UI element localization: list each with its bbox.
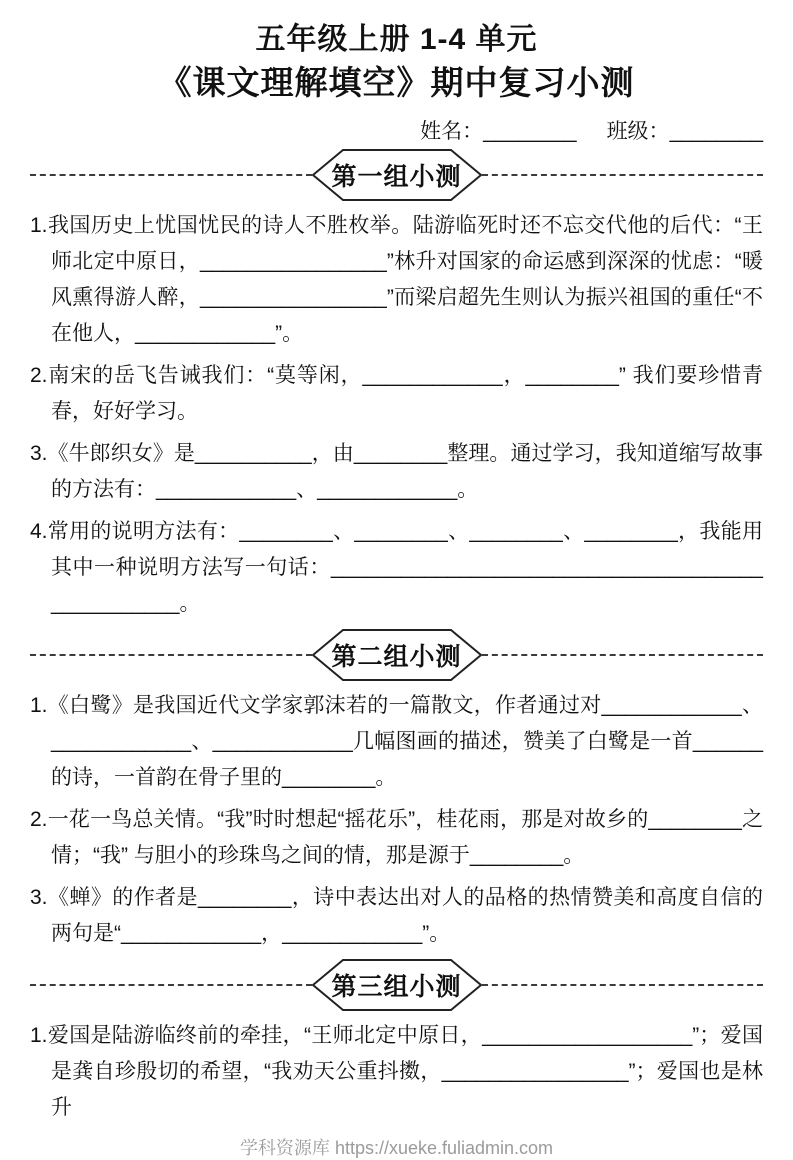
- name-blank-line: ________: [483, 119, 577, 143]
- dashed-line: [482, 174, 764, 176]
- question-item: 2.一花一鸟总关情。“我”时时想起“摇花乐”，桂花雨，那是对故乡的________之情；“我” 与胆小的珍珠鸟之间的情，那是源于________。: [30, 807, 763, 867]
- section-badge-1: [312, 148, 482, 202]
- section-badge-3: [312, 958, 482, 1012]
- section-divider-1: [30, 148, 763, 202]
- page-title-line1: 五年级上册 1-4 单元: [255, 23, 538, 56]
- dashed-line: [482, 984, 764, 986]
- section-divider-3: [30, 958, 763, 1012]
- dashed-line: [30, 174, 312, 176]
- question-item: 1.《白鹭》是我国近代文学家郭沫若的一篇散文，作者通过对____________、____________、____________几幅图画的描述，赞美了白鹭是一首______的诗，一首韵在骨子里的________。: [30, 693, 763, 789]
- dashed-line: [30, 654, 312, 656]
- question-item: 3.《牛郎织女》是__________，由________整理。通过学习，我知道缩写故事的方法有：____________、____________。: [30, 441, 763, 501]
- question-item: 3.《蝉》的作者是________，诗中表达出对人的品格的热情赞美和高度自信的两句是“____________，____________”。: [30, 885, 763, 945]
- question-item: 1.爱国是陆游临终前的牵挂，“王师北定中原日，__________________”；爱国是龚自珍殷切的希望，“我劝天公重抖擞，________________”；爱国也是林升: [30, 1023, 763, 1119]
- question-item: 2.南宋的岳飞告诫我们：“莫等闲，____________，________” 我们要珍惜青春，好好学习。: [30, 363, 763, 423]
- dashed-line: [482, 654, 764, 656]
- class-blank-line: ________: [669, 119, 763, 143]
- section-badge-label: 第一组小测: [331, 162, 462, 191]
- name-class-row: [30, 115, 763, 145]
- section-badge-label: 第三组小测: [331, 972, 462, 1001]
- page-title-line2: 《课文理解填空》期中复习小测: [158, 64, 635, 101]
- section-badge-2: [312, 628, 482, 682]
- footer-watermark: 学科资源库 https://xueke.fuliadmin.com: [239, 1137, 554, 1158]
- class-label: 班级：: [606, 119, 670, 143]
- dashed-line: [30, 984, 312, 986]
- section-divider-2: [30, 628, 763, 682]
- question-item: 1.我国历史上忧国忧民的诗人不胜枚举。陆游临死时还不忘交代他的后代：“王师北定中原日，________________”林升对国家的命运感到深深的忧虑：“暖风熏得游人醉，________________”而梁启超先生则认为振兴祖国的重任“不在他人，____________”。: [30, 213, 763, 345]
- name-field: [420, 115, 576, 145]
- section-badge-label: 第二组小测: [331, 642, 462, 671]
- class-field: [607, 115, 763, 145]
- name-label: 姓名：: [420, 119, 484, 143]
- question-item: 4.常用的说明方法有：________、________、________、________，我能用其中一种说明方法写一句话：____________________________________​____________。: [30, 519, 763, 615]
